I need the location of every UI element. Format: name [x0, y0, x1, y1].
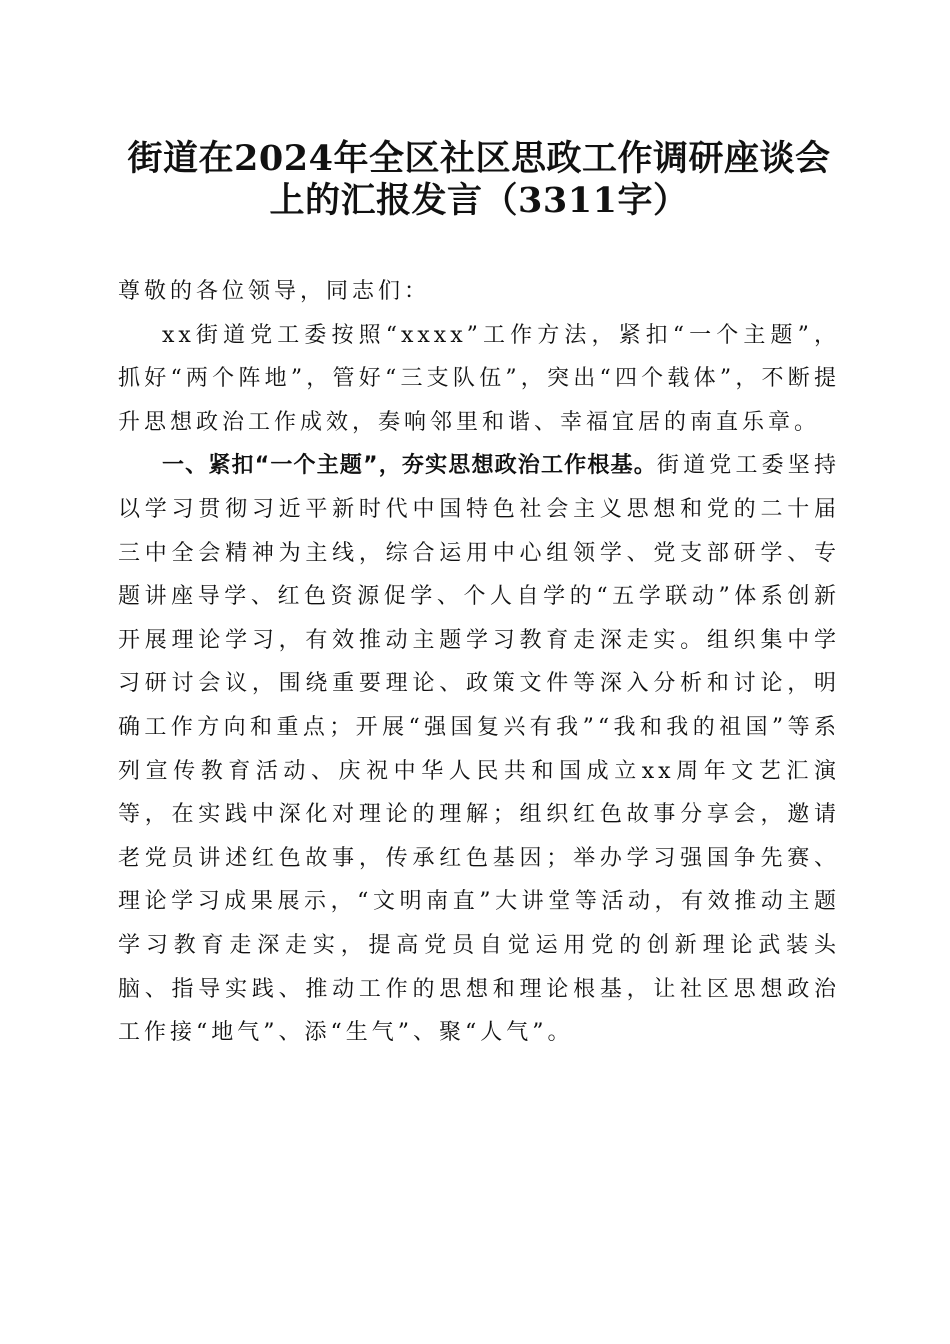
intro-paragraph: xx街道党工委按照“xxxx”工作方法，紧扣“一个主题”，抓好“两个阵地”，管好“三支队伍”，突出“四个载体”，不断提升思想政治工作成效，奏响邻里和谐、幸福宜居的南直乐章。: [118, 322, 840, 435]
document-body: [118, 270, 840, 1055]
section-1-body: 街道党工委坚持以学习贯彻习近平新时代中国特色社会主义思想和党的二十届三中全会精神为主线，综合运用中心组领学、党支部研学、专题讲座导学、红色资源促学、个人自学的“五学联动”体系创新开展理论学习，有效推动主题学习教育走深走实。组织集中学习研讨会议，围绕重要理论、政策文件等深入分析和讨论，明确工作方向和重点；开展“强国复兴有我”“我和我的祖国”等系列宣传教育活动、庆祝中华人民共和国成立xx周年文艺汇演等，在实践中深化对理论的理解；组织红色故事分享会，邀请老党员讲述红色故事，传承红色基因；举办学习强国争先赛、理论学习成果展示，“文明南直”大讲堂等活动，有效推动主题学习教育走深走实，提高党员自觉运用党的创新理论武装头脑、指导实践、推动工作的思想和理论根基，让社区思想政治工作接“地气”、添“生气”、聚“人气”。: [118, 453, 840, 1046]
title-line-2: 上的汇报发言（3311字）: [269, 180, 689, 221]
greeting-line: 尊敬的各位领导，同志们：: [118, 279, 431, 304]
document-page: [118, 138, 840, 1055]
title-line-1: 街道在2024年全区社区思政工作调研座谈会: [127, 138, 831, 179]
section-1-paragraph: [118, 444, 840, 1054]
document-title: [118, 138, 840, 222]
section-1-heading: 一、紧扣“一个主题”，夯实思想政治工作根基。: [162, 453, 657, 479]
